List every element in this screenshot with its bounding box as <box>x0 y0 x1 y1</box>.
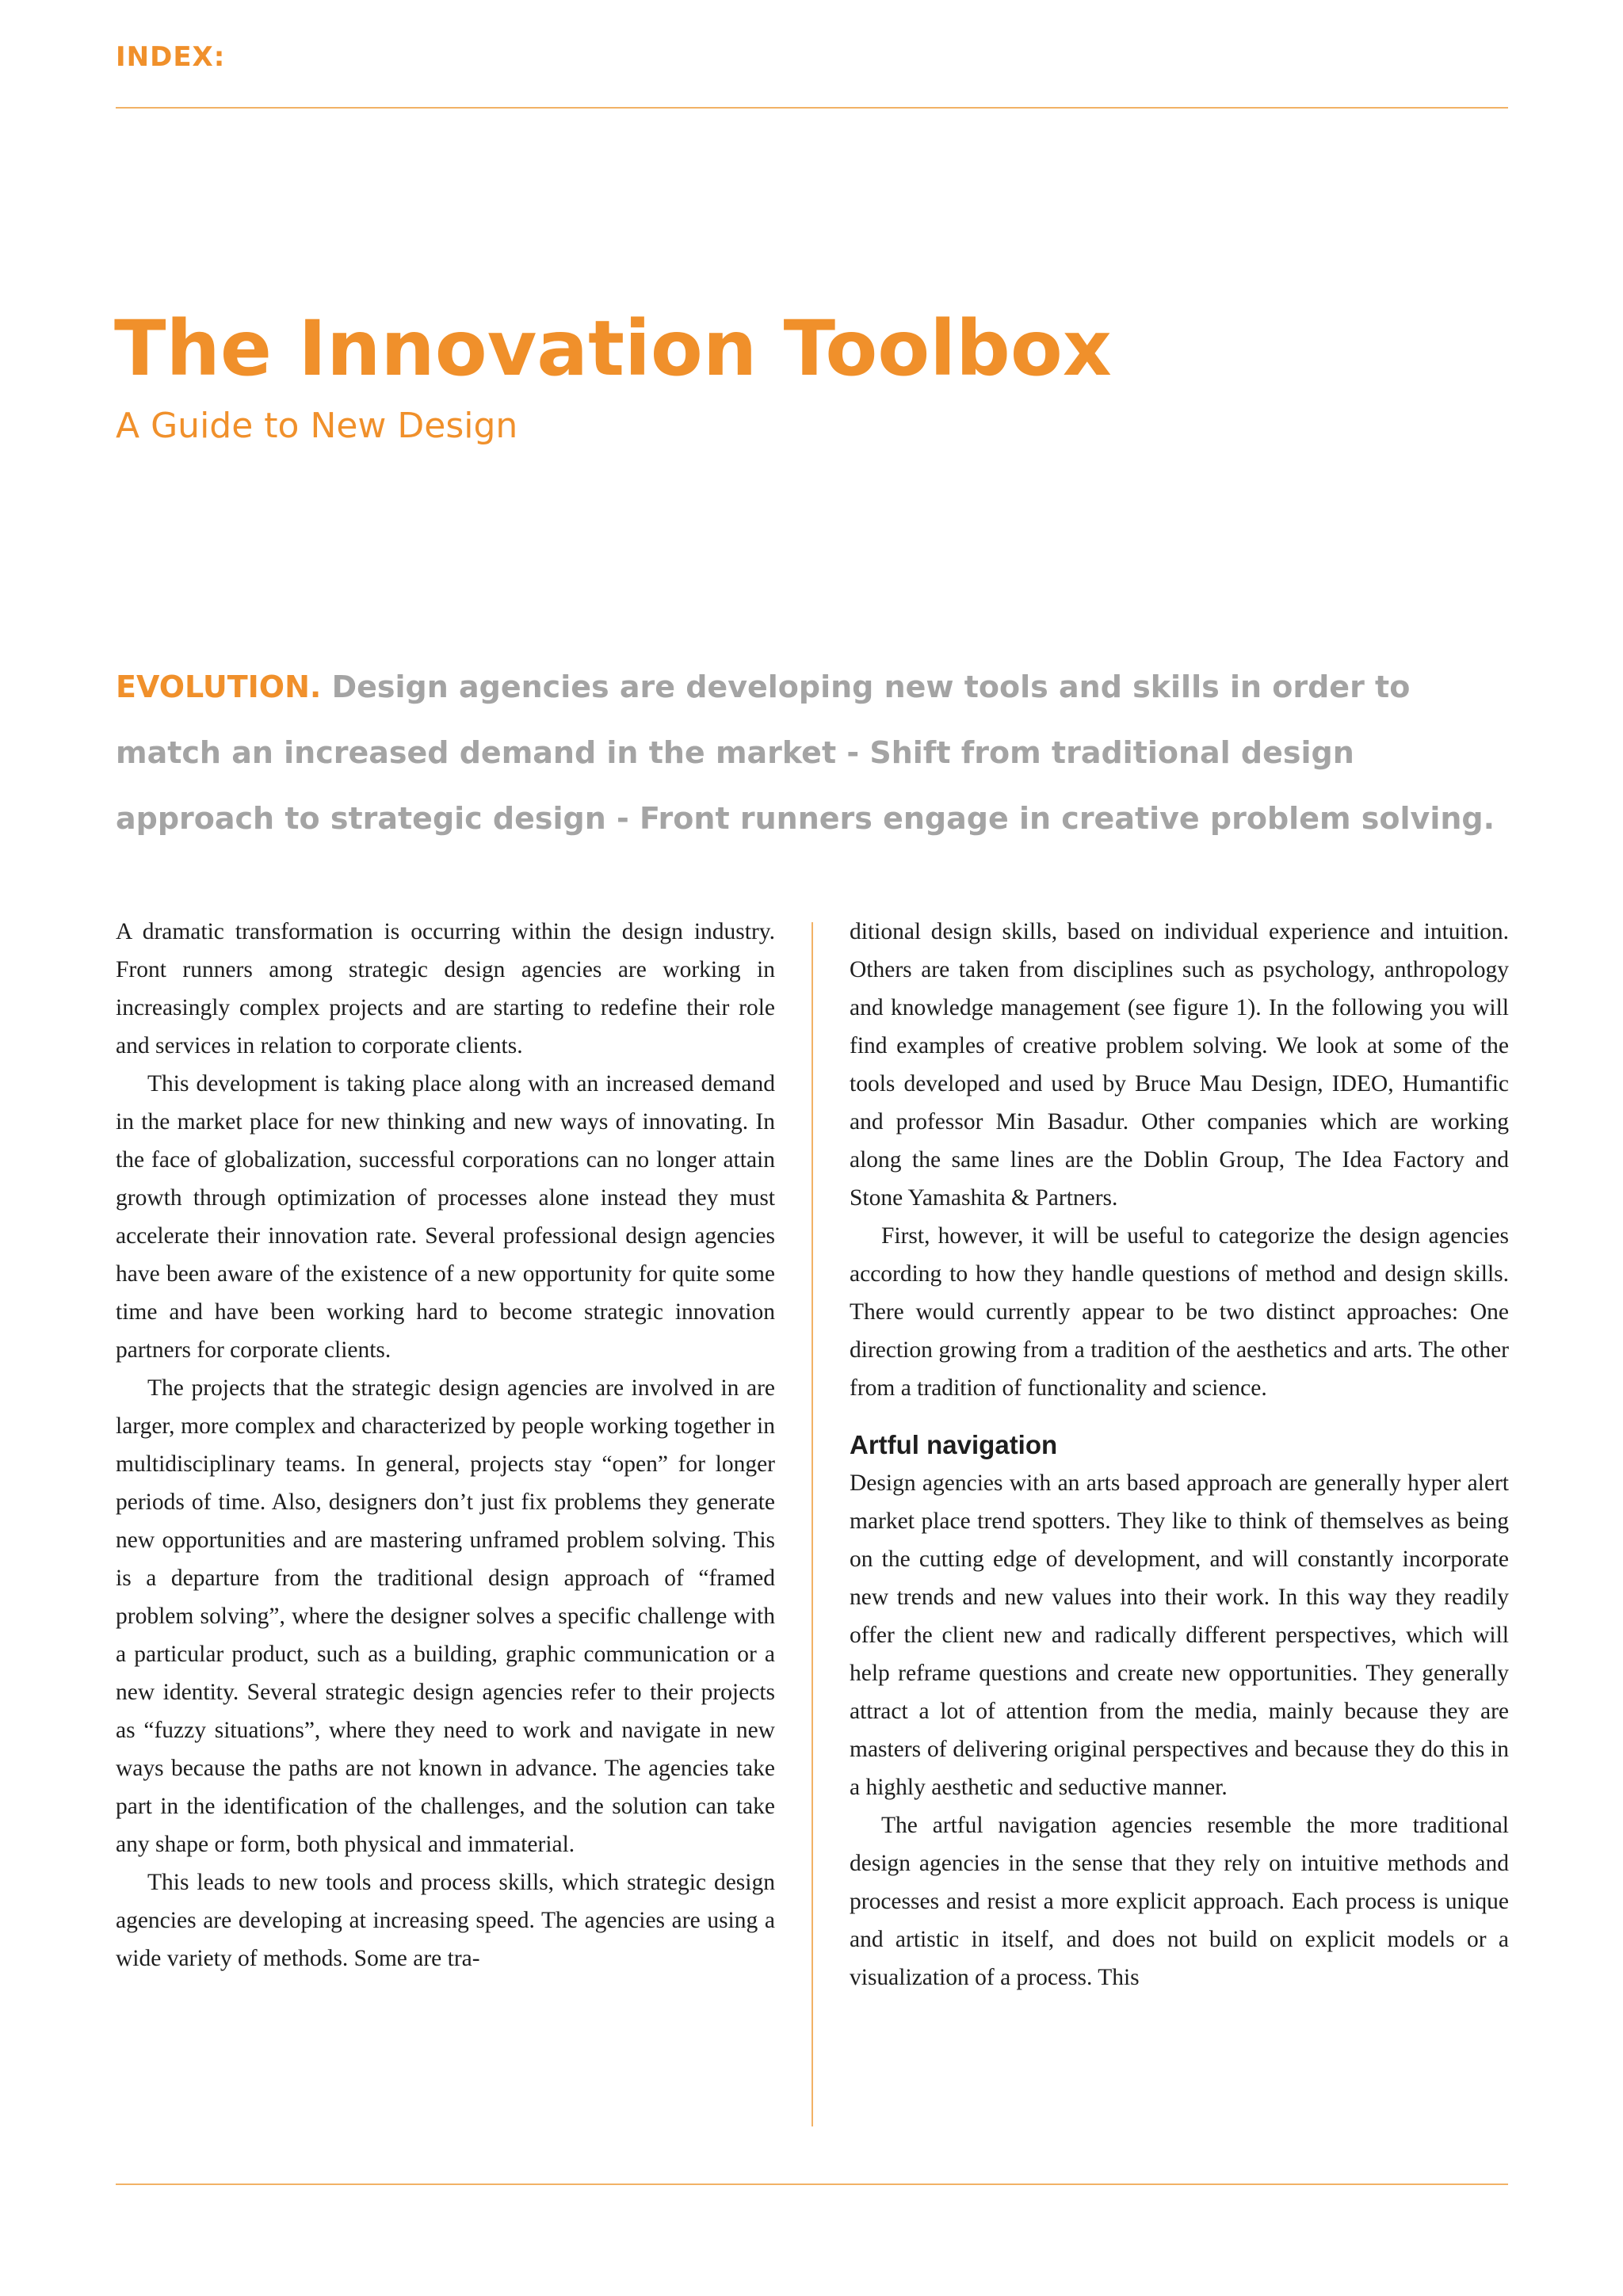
page-title: The Innovation Toolbox <box>114 304 1112 393</box>
body-paragraph: This development is taking place along with an increased demand in the market place for new thinking and new ways of innovating. In the face of globalization, successful corporations can no longer attain growth through optimization of processes alone instead they must accelerate their innovation rate. Several professional design agencies have been aware of the existence of a new opportunity for quite some time and have been working hard to become strategic innovation partners for corporate clients. <box>116 1071 775 1363</box>
left-column <box>116 913 775 1978</box>
page-subtitle: A Guide to New Design <box>116 406 518 446</box>
lead-label: EVOLUTION. <box>116 669 322 704</box>
top-rule <box>116 107 1508 109</box>
bottom-rule <box>116 2183 1508 2185</box>
index-label: INDEX: <box>116 41 226 73</box>
lead-text: Design agencies are developing new tools and skills in order to match an increased demand in the market - Shift from traditional design approach to strategic design - Front runners engage in creative problem solving. <box>116 669 1495 836</box>
body-paragraph: The projects that the strategic design agencies are involved in are larger, more complex and characterized by people working together in multidisciplinary teams. In general, projects stay “open” for longer periods of time. Also, designers don’t just fix problems they generate new opportunities and are mastering unframed problem solving. This is a departure from the traditional design approach of “framed problem solving”, where the designer solves a specific challenge with a particular product, such as a building, graphic communication or a new identity. Several strategic design agencies refer to their projects as “fuzzy situations”, where they need to work and navigate in new ways because the paths are not known in advance. The agencies take part in the identification of the challenges, and the solution can take any shape or form, both physical and immaterial. <box>116 1375 775 1857</box>
body-paragraph: Design agencies with an arts based approach are generally hyper alert market place trend spotters. They like to think of themselves as being on the cutting edge of development, and will constantly incorporate new trends and new values into their work. In this way they readily offer the client new and radically different perspectives, which will help reframe questions and create new opportunities. They generally attract a lot of attention from the media, mainly because they are masters of delivering original perspectives and because they do this in a highly aesthetic and seductive manner. <box>850 1470 1509 1800</box>
body-paragraph: A dramatic transformation is occurring within the design industry. Front runners among strategic design agencies are working in increasingly complex projects and are starting to redefine their role and services in relation to corporate clients. <box>116 919 775 1058</box>
section-heading: Artful navigation <box>850 1430 1058 1459</box>
body-paragraph: First, however, it will be useful to categorize the design agencies according to how they handle questions of method and design skills. There would currently appear to be two distinct approaches: One direction growing from a tradition of the aesthetics and arts. The other from a tradition of functionality and science. <box>850 1223 1509 1401</box>
body-paragraph: This leads to new tools and process skills, which strategic design agencies are developing at increasing speed. The agencies are using a wide variety of methods. Some are tra- <box>116 1870 775 1971</box>
body-paragraph: The artful navigation agencies resemble the more traditional design agencies in the sense that they rely on intuitive methods and processes and resist a more explicit approach. Each process is unique and artistic in itself, and does not build on explicit models or a visualization of a process. This <box>850 1813 1509 1990</box>
right-column <box>850 913 1509 1997</box>
column-divider <box>812 922 813 2126</box>
lead-paragraph <box>116 654 1510 852</box>
body-paragraph: ditional design skills, based on individual experience and intuition. Others are taken from disciplines such as psychology, anthropology and knowledge management (see figure 1). In the following you will find examples of creative problem solving. We look at some of the tools developed and used by Bruce Mau Design, IDEO, Humantific and professor Min Basadur. Other companies which are working along the same lines are the Doblin Group, The Idea Factory and Stone Yamashita & Partners. <box>850 919 1509 1211</box>
